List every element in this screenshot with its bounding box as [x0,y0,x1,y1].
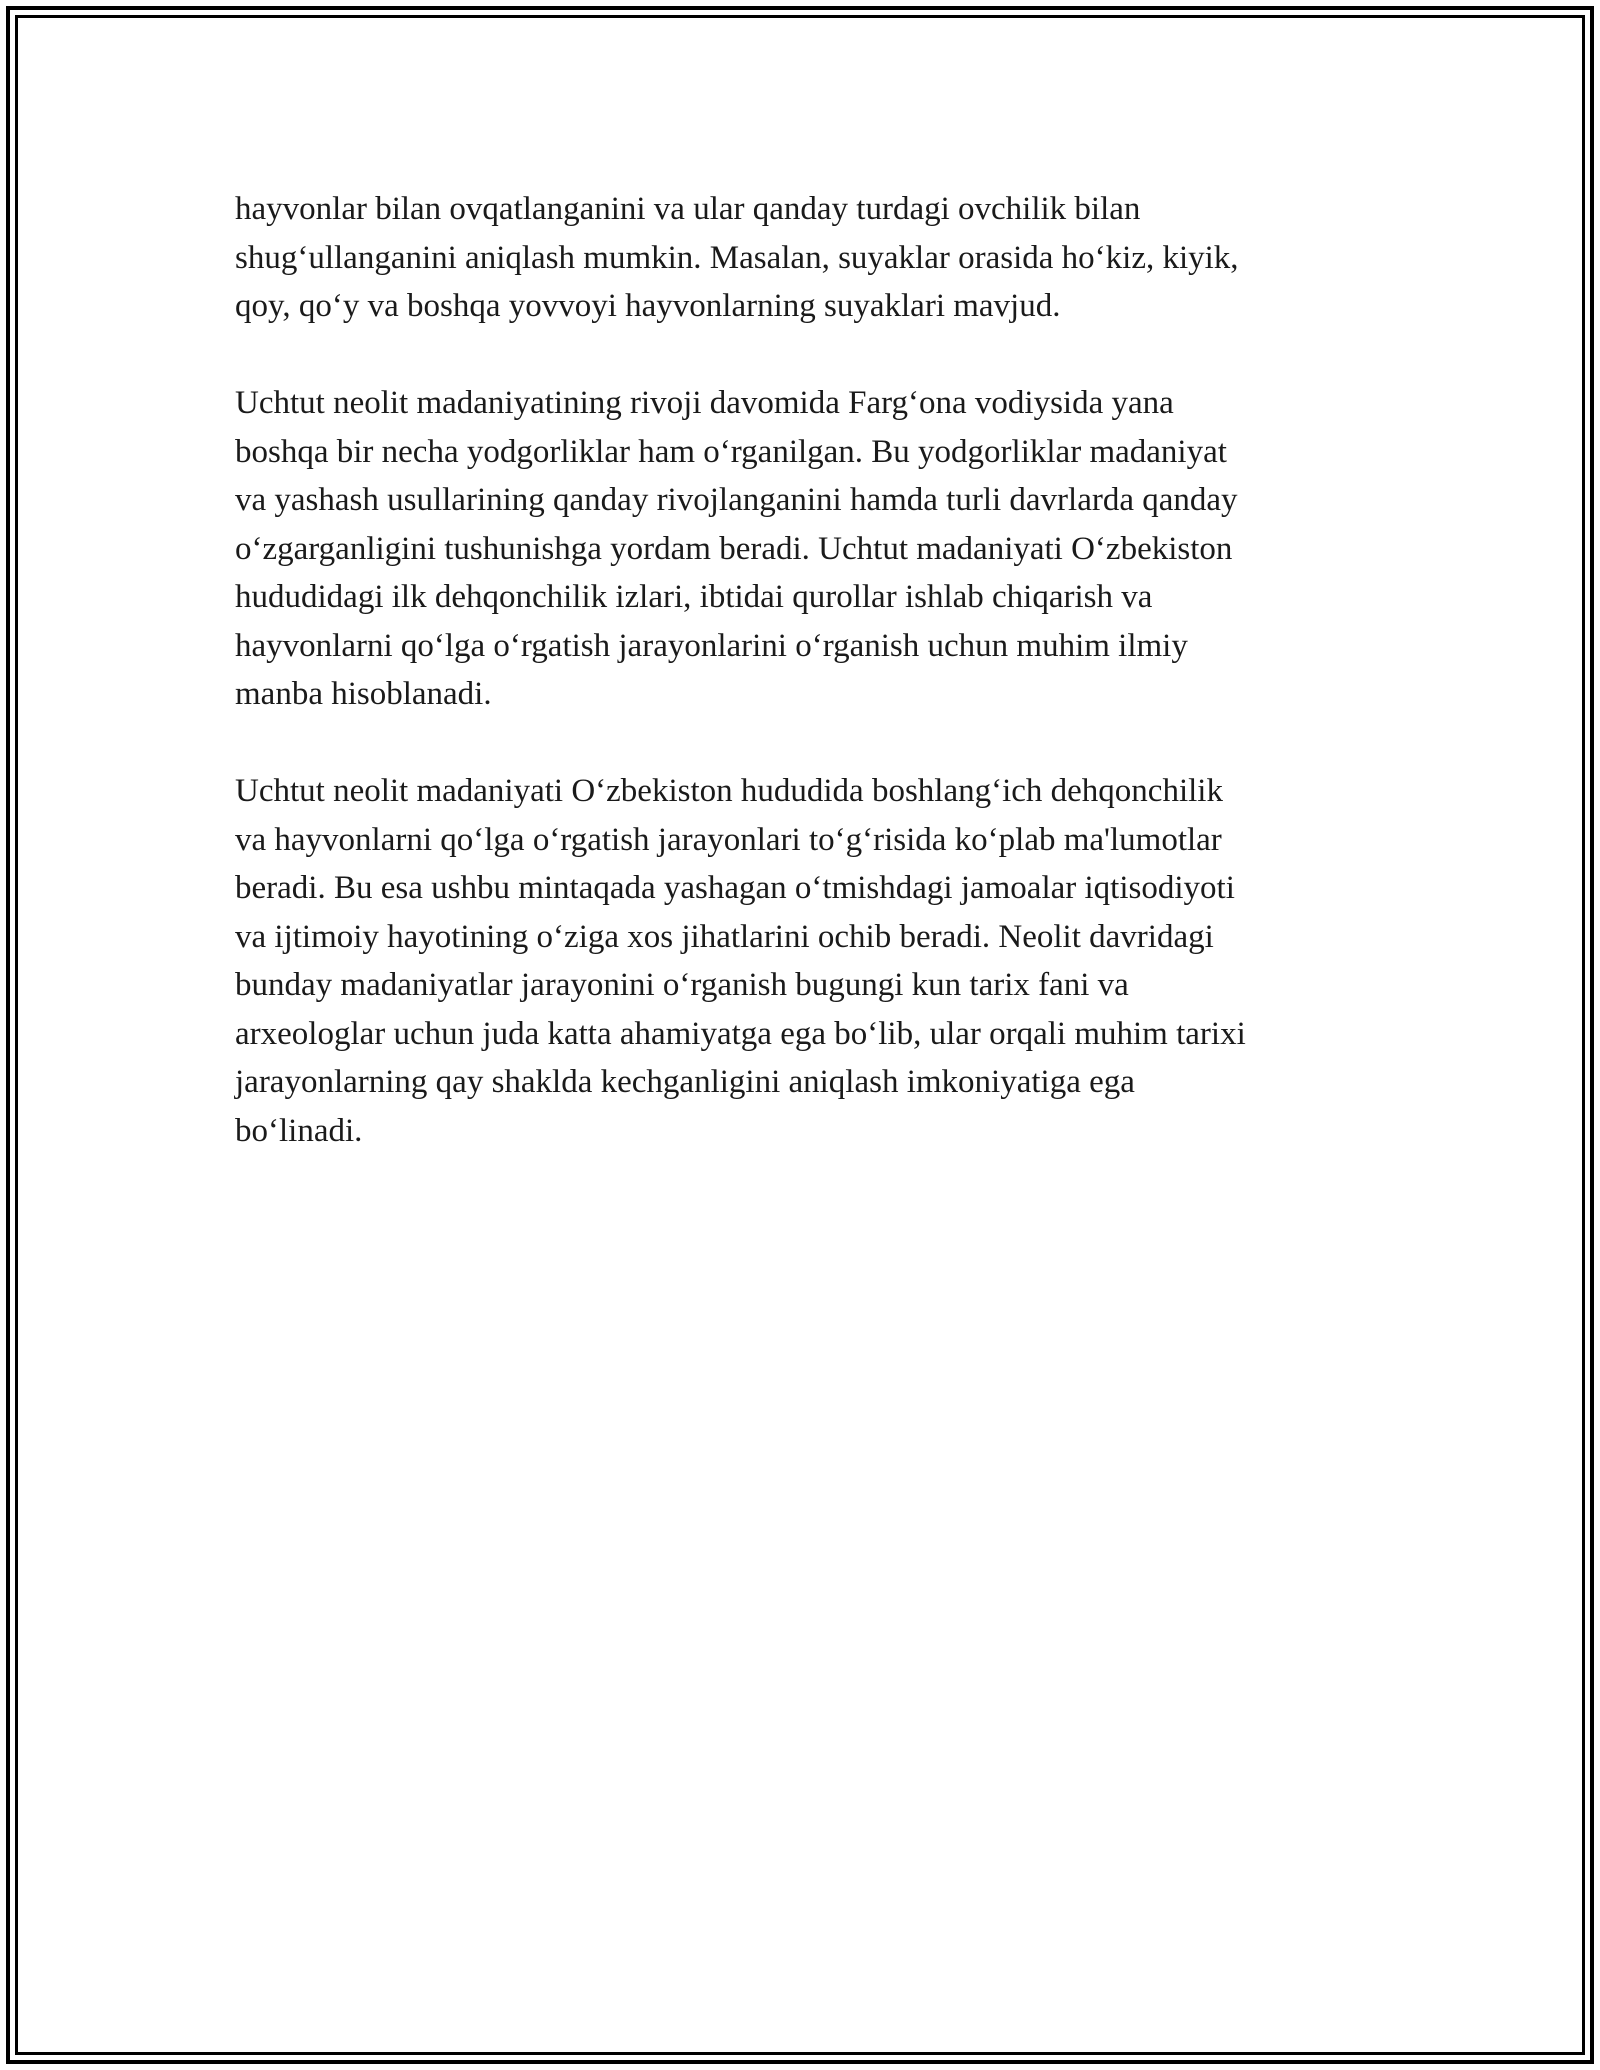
text-line: jarayonlarning qay shaklda kechganligini aniqlash imkoniyatiga ega [235,1064,1135,1100]
text-line: va hayvonlarni qo‘lga o‘rgatish jarayonlari to‘g‘risida ko‘plab ma'lumotlar [235,821,1222,858]
paragraph-3 [235,767,1365,1155]
paragraph-1 [235,185,1365,331]
text-line: boshqa bir necha yodgorliklar ham o‘rganilgan. Bu yodgorliklar madaniyat [235,433,1227,470]
text-line: bo‘linadi. [235,1112,363,1149]
text-line: qoy, qo‘y va boshqa yovvoyi hayvonlarning suyaklari mavjud. [235,288,1061,324]
text-line: va ijtimoiy hayotining o‘ziga xos jihatlarini ochib beradi. Neolit davridagi [235,918,1214,955]
text-line: va yashash usullarining qanday rivojlanganini hamda turli davrlarda qanday [235,482,1238,518]
document-body [235,185,1365,1204]
text-line: shug‘ullanganini aniqlash mumkin. Masalan, suyaklar orasida ho‘kiz, kiyik, [235,239,1239,276]
text-line: bunday madaniyatlar jarayonini o‘rganish bugungi kun tarix fani va [235,967,1129,1003]
text-line: arxeologlar uchun juda katta ahamiyatga ega bo‘lib, ular orqali muhim tarixi [235,1015,1246,1052]
text-line: hayvonlar bilan ovqatlanganini va ular qanday turdagi ovchilik bilan [235,191,1141,227]
text-line: Uchtut neolit madaniyati O‘zbekiston hududida boshlang‘ich dehqonchilik [235,773,1223,809]
text-line: hayvonlarni qo‘lga o‘rgatish jarayonlarini o‘rganish uchun muhim ilmiy [235,627,1188,664]
text-line: beradi. Bu esa ushbu mintaqada yashagan o‘tmishdagi jamoalar iqtisodiyoti [235,870,1235,906]
text-line: manba hisoblanadi. [235,676,492,712]
text-line: Uchtut neolit madaniyatining rivoji davomida Farg‘ona vodiysida yana [235,385,1174,421]
text-line: hududidagi ilk dehqonchilik izlari, ibtidai qurollar ishlab chiqarish va [235,579,1153,615]
text-line: o‘zgarganligini tushunishga yordam beradi. Uchtut madaniyati O‘zbekiston [235,530,1233,567]
paragraph-2 [235,379,1365,719]
